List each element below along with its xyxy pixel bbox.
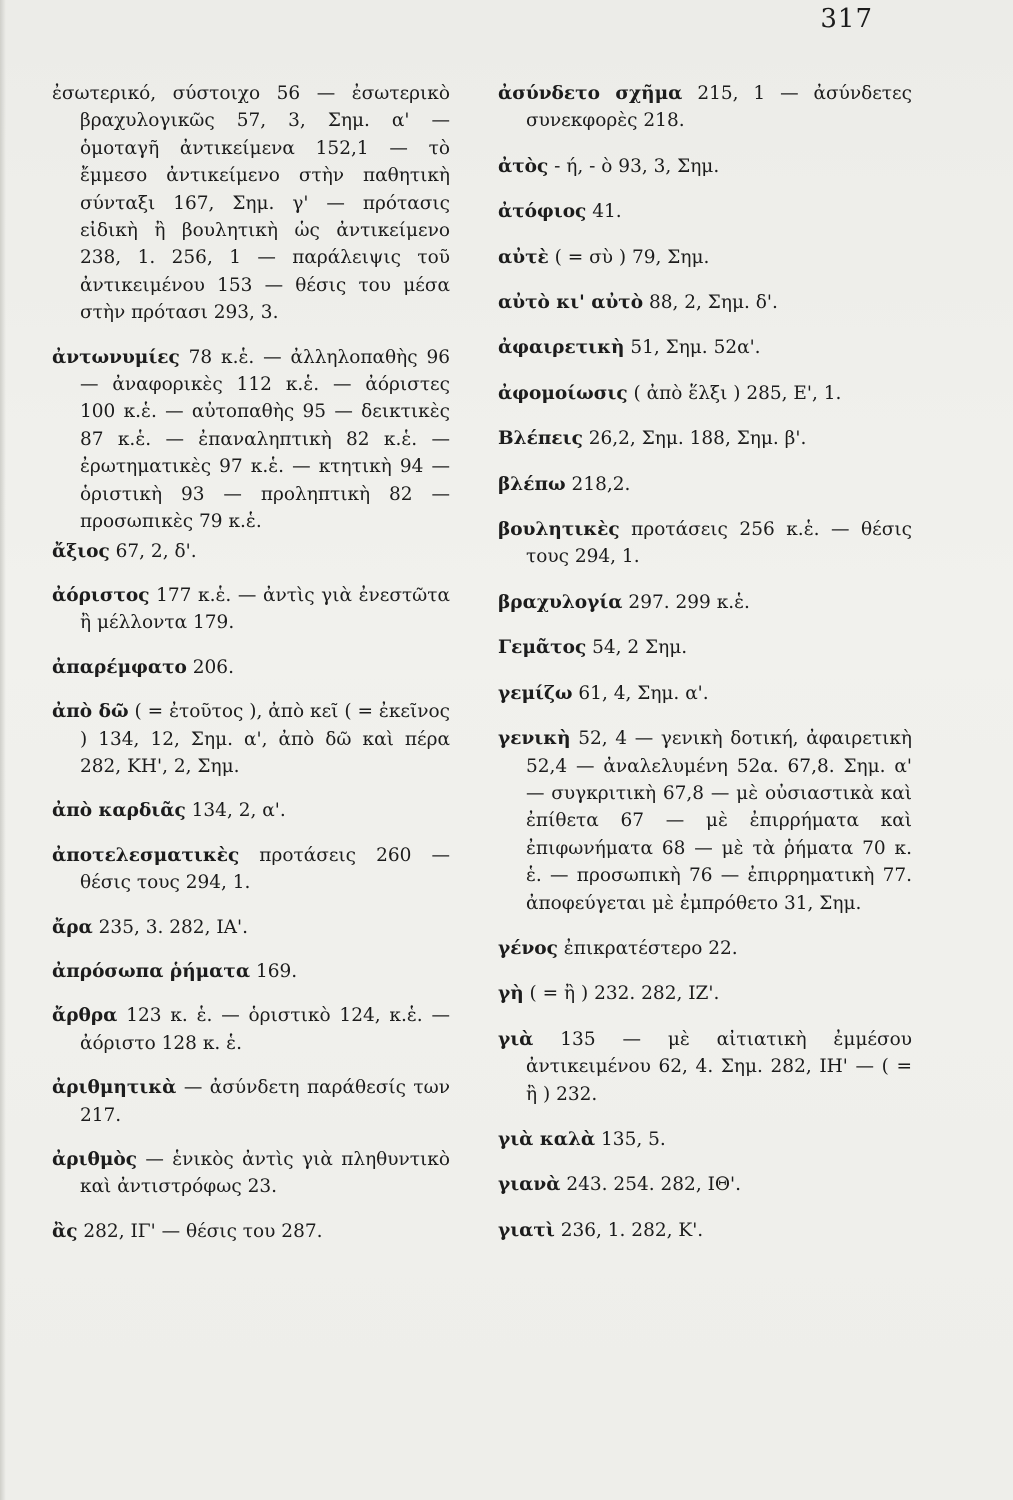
entry-lemma: γένος [498,937,558,959]
entry-text: ἐπικρατέστερο 22. [557,937,738,959]
entry-text: ἐσωτερικό, σύστοιχο 56 — ἐσωτερικὸ βραχυλογικῶς 57, 3, Σημ. α' — ὁμοταγῆ ἀντικείμενα 152,1 — τὸ ἔμμεσο ἀντικείμενο στὴν παθητικὴ σύνταξι 167, Σημ. γ' — πρότασις εἰδικὴ ἢ βουλητικὴ ὡς ἀντικείμενο 238, 1. 256, 1 — παράλειψις τοῦ ἀντικειμένου 153 — θέσις του μέσα στὴν πρότασι 293, 3. [52,83,450,324]
entry-text: 135, 5. [595,1128,666,1150]
index-entry [52,344,450,536]
index-entry [52,1002,450,1057]
entry-lemma: ἀτόφιος [498,201,587,223]
index-column-left [52,80,450,1262]
entry-text: προτάσεις 256 κ.ἑ. — θέσις τους 294, 1. [526,519,912,568]
entry-lemma: ἀπὸ καρδιᾶς [52,800,186,822]
entry-text: 243. 254. 282, ΙΘ'. [560,1174,742,1196]
entry-lemma: ἀπὸ δῶ [52,701,129,723]
index-entry [498,153,912,180]
index-entry [498,1217,912,1244]
entry-text: 282, ΙΓ' — θέσις του 287. [77,1220,323,1242]
entry-lemma: Βλέπεις [498,428,583,450]
entry-text: 236, 1. 282, Κ'. [554,1219,704,1241]
entry-lemma: γὴ [498,983,524,1005]
index-entry [52,1146,450,1201]
entry-lemma: ἀπαρέμφατο [52,656,187,678]
index-entry [498,980,912,1007]
entry-lemma: γιατὶ [498,1219,555,1241]
entry-lemma: βουλητικὲς [498,519,620,541]
entry-text: — ἑνικὸς ἀντὶς γιὰ πληθυντικὸ καὶ ἀντιστρόφως 23. [80,1149,450,1198]
index-entry [498,198,912,225]
index-column-right [498,80,912,1262]
entry-lemma: βραχυλογία [498,591,623,613]
entry-text: 61, 4, Σημ. α'. [572,682,709,704]
entry-lemma: αὐτὸ κι' αὐτὸ [498,292,644,314]
entry-text: 169. [250,960,298,982]
entry-text: ( ἀπὸ ἕλξι ) 285, Ε', 1. [627,382,842,404]
index-entry [52,654,450,681]
index-entry [52,842,450,897]
index-entry [498,425,912,452]
index-entry [498,380,912,407]
index-entry [52,1074,450,1129]
index-entry [498,634,912,661]
entry-lemma: ἄξιος [52,540,110,562]
entry-lemma: γιὰ καλὰ [498,1128,596,1150]
entry-text: 135 — μὲ αἰτιατικὴ ἐμμέσου ἀντικειμένου 62, 4. Σημ. 282, ΙΗ' — ( = ἢ ) 232. [526,1028,912,1105]
index-entry [498,289,912,316]
entry-lemma: γιανὰ [498,1174,561,1196]
entry-lemma: ἀόριστος [52,584,150,606]
index-entry [498,589,912,616]
entry-lemma: γιὰ [498,1028,534,1050]
index-entry [498,244,912,271]
entry-text: — ἀσύνδετη παράθεσίς των 217. [80,1077,450,1126]
entry-text: 41. [586,201,622,223]
entry-text: 67, 2, δ'. [109,540,197,562]
index-entry [498,1126,912,1153]
index-entry [52,582,450,637]
index-entry [498,935,912,962]
entry-text: 78 κ.ἑ. — ἀλληλοπαθὴς 96 — ἀναφορικὲς 112 κ.ἑ. — ἀόριστες 100 κ.ἑ. — αὐτοπαθὴς 95 — δεικτικὲς 87 κ.ἑ. — ἐπαναληπτικὴ 82 κ.ἑ. — ἐρωτηματικὲς 97 κ.ἑ. — κτητικὴ 94 — ὁριστικὴ 93 — προληπτικὴ 82 — προσωπικὲς 79 κ.ἑ. [80,346,450,533]
index-entry [498,334,912,361]
entry-text: ( = ἢ ) 232. 282, ΙΖ'. [523,983,720,1005]
entry-text: 88, 2, Σημ. δ'. [643,292,778,314]
entry-lemma: ἀφομοίωσις [498,382,628,404]
entry-text: 52, 4 — γενικὴ δοτική, ἀφαιρετικὴ 52,4 — ἀναλελυμένη 52α. 67,8. Σημ. α' — συγκριτικὴ 67,8 — μὲ οὐσιαστικὰ καὶ ἐπίθετα 67 — μὲ ἐπιρρήματα καὶ ἐπιφωνήματα 68 — μὲ τὰ ῥήματα 70 κ. ἑ. — προσωπικὴ 76 — ἐπιρρηματικὴ 77. ἀποφεύγεται μὲ ἐμπρόθετο 31, Σημ. [526,728,912,914]
entry-lemma: ἀσύνδετο σχῆμα [498,83,683,104]
index-entry [498,1026,912,1108]
entry-text: ( = σὺ ) 79, Σημ. [548,246,710,268]
index-entry [52,538,450,565]
entry-text: 215, 1 — ἀσύνδετες συνεκφορὲς 218. [526,83,912,132]
entry-text: 51, Σημ. 52α'. [624,337,761,359]
entry-lemma: βλέπω [498,473,566,495]
entry-text: ( = ἐτοῦτος ), ἀπὸ κεῖ ( = ἐκεῖνος ) 134, 12, Σημ. α', ἀπὸ δῶ καὶ πέρα 282, ΚΗ', 2, Σημ. [80,701,450,777]
entry-text: 218,2. [565,473,631,495]
index-entry [52,1218,450,1245]
index-entry [52,698,450,780]
page-gutter-shadow [0,0,6,1500]
entry-text: 26,2, Σημ. 188, Σημ. β'. [582,428,807,450]
entry-lemma: Γεμᾶτος [498,637,587,659]
entry-lemma: γεμίζω [498,682,573,704]
entry-text: 177 κ.ἑ. — ἀντὶς γιὰ ἐνεστῶτα ἢ μέλλοντα 179. [80,584,450,634]
entry-text: 206. [186,656,234,678]
entry-lemma: ἂς [52,1220,78,1242]
entry-lemma: ἀπρόσωπα ῥήματα [52,960,251,982]
entry-lemma: ἀποτελεσματικὲς [52,844,240,866]
entry-text: 134, 2, α'. [185,800,286,822]
page-number: 317 [820,4,873,34]
index-entry [498,471,912,498]
entry-lemma: ἀντωνυμίες [52,346,180,368]
index-entry [498,516,912,571]
index-entry [498,80,912,135]
entry-lemma: ἀριθμητικὰ [52,1077,177,1099]
entry-text: 123 κ. ἑ. — ὁριστικὸ 124, κ.ἑ. — ἀόριστο 128 κ. ἑ. [80,1005,450,1054]
entry-lemma: αὐτὲ [498,246,549,268]
index-entry [52,80,450,327]
entry-text: 54, 2 Σημ. [586,637,688,659]
entry-text: προτάσεις 260 — θέσις τους 294, 1. [80,844,450,894]
entry-lemma: ἀτὸς [498,155,549,177]
entry-text: 235, 3. 282, ΙΑ'. [92,916,248,938]
entry-text: 297. 299 κ.ἑ. [622,591,750,613]
entry-lemma: ἄρθρα [52,1005,118,1027]
index-entry [52,958,450,985]
entry-lemma: γενικὴ [498,728,571,750]
entry-text: - ή, - ὸ 93, 3, Σημ. [548,155,720,177]
entry-lemma: ἀφαιρετικὴ [498,337,625,359]
index-entry [498,680,912,707]
entry-lemma: ἄρα [52,916,93,938]
entry-lemma: ἀριθμὸς [52,1149,137,1170]
index-entry [52,797,450,824]
index-entry [52,914,450,941]
index-entry [498,725,912,917]
index-entry [498,1171,912,1198]
